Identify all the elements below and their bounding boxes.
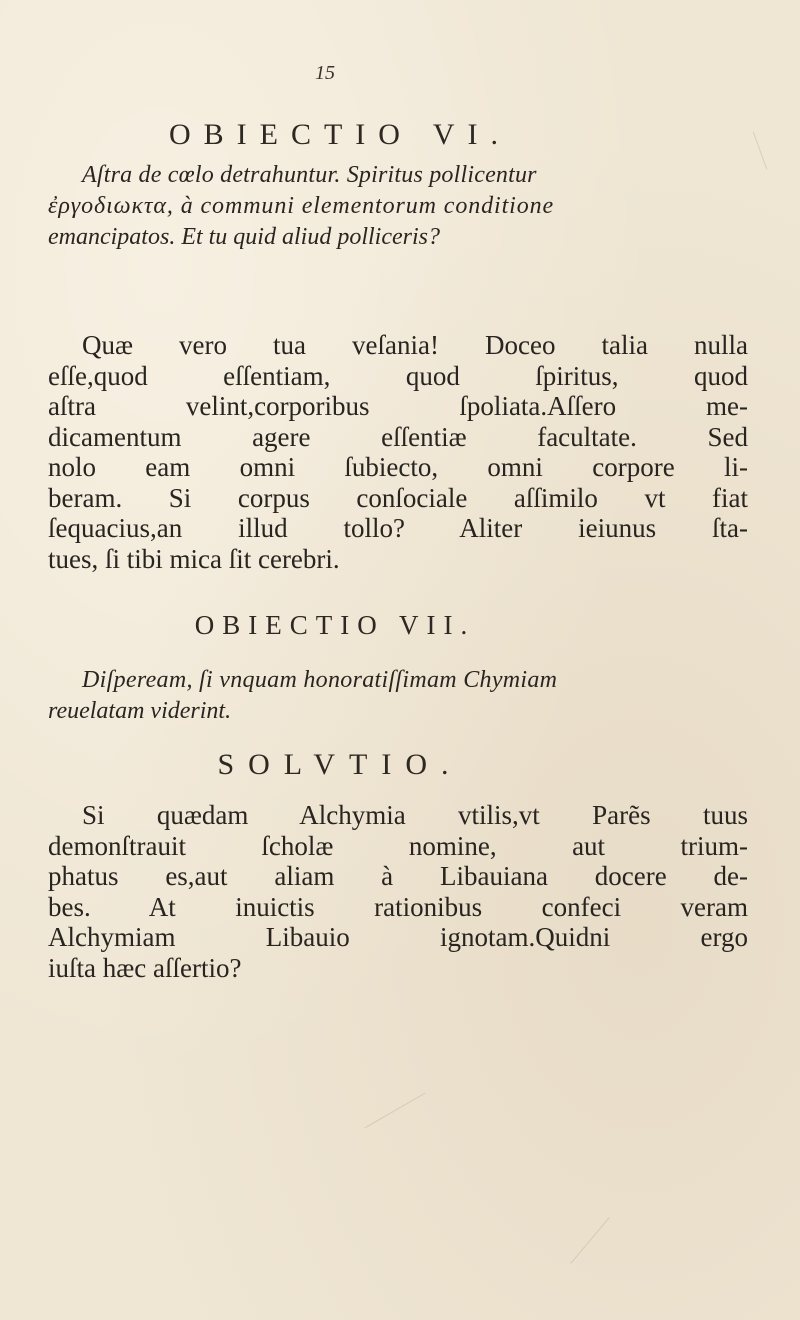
objectio-7-statement <box>48 665 748 727</box>
paper-mark <box>570 1217 609 1264</box>
heading-objectio-7: OBIECTIO VII. <box>194 610 476 640</box>
text-line: iuſta hæc aſſertio? <box>48 952 242 983</box>
heading-solutio: SOLVTIO. <box>217 748 463 781</box>
text-line: eſſe,quod eſſentiam, quod ſpiritus, quod <box>48 360 748 391</box>
text-line: beram. Si corpus conſociale aſſimilo vt fiat <box>48 482 748 513</box>
statement-line: ἐργοδιωκτα, à communi elementorum conditione <box>48 193 555 219</box>
objectio-6-statement <box>48 160 748 253</box>
text-line: bes. At inuictis rationibus confeci veram <box>48 891 748 922</box>
statement-line: reuelatam viderint. <box>48 698 232 724</box>
statement-line: Aſtra de cœlo detrahuntur. Spiritus pollicentur <box>82 162 537 188</box>
paper-mark <box>364 1093 425 1129</box>
statement-line: Diſpeream, ſi vnquam honoratiſſimam Chymiam <box>82 667 558 693</box>
objectio-6-response <box>48 330 748 574</box>
text-line: nolo eam omni ſubiecto, omni corpore li- <box>48 452 748 482</box>
paper-mark <box>753 132 768 170</box>
text-line: Alchymiam Libauio ignotam.Quidni ergo <box>48 922 748 952</box>
text-line: Quæ vero tua veſania! Doceo talia nulla <box>82 330 748 360</box>
text-line: tues, ſi tibi mica ſit cerebri. <box>48 543 340 574</box>
text-line: phatus es,aut aliam à Libauiana docere de- <box>48 861 748 891</box>
text-line: Si quædam Alchymia vtilis,vt Parẽs tuus <box>82 800 748 830</box>
text-line: ſequacius,an illud tollo? Aliter ieiunus ſta- <box>48 513 748 543</box>
statement-line: emancipatos. Et tu quid aliud polliceris? <box>48 224 440 250</box>
page-number: 15 <box>315 62 335 84</box>
text-line: dicamentum agere eſſentiæ facultate. Sed <box>48 421 748 452</box>
heading-objectio-6: OBIECTIO VI. <box>168 118 512 151</box>
solutio-text <box>48 800 748 983</box>
text-line: demonſtrauit ſcholæ nomine, aut trium- <box>48 830 748 861</box>
text-line: aſtra velint,corporibus ſpoliata.Aſſero me- <box>48 391 748 421</box>
